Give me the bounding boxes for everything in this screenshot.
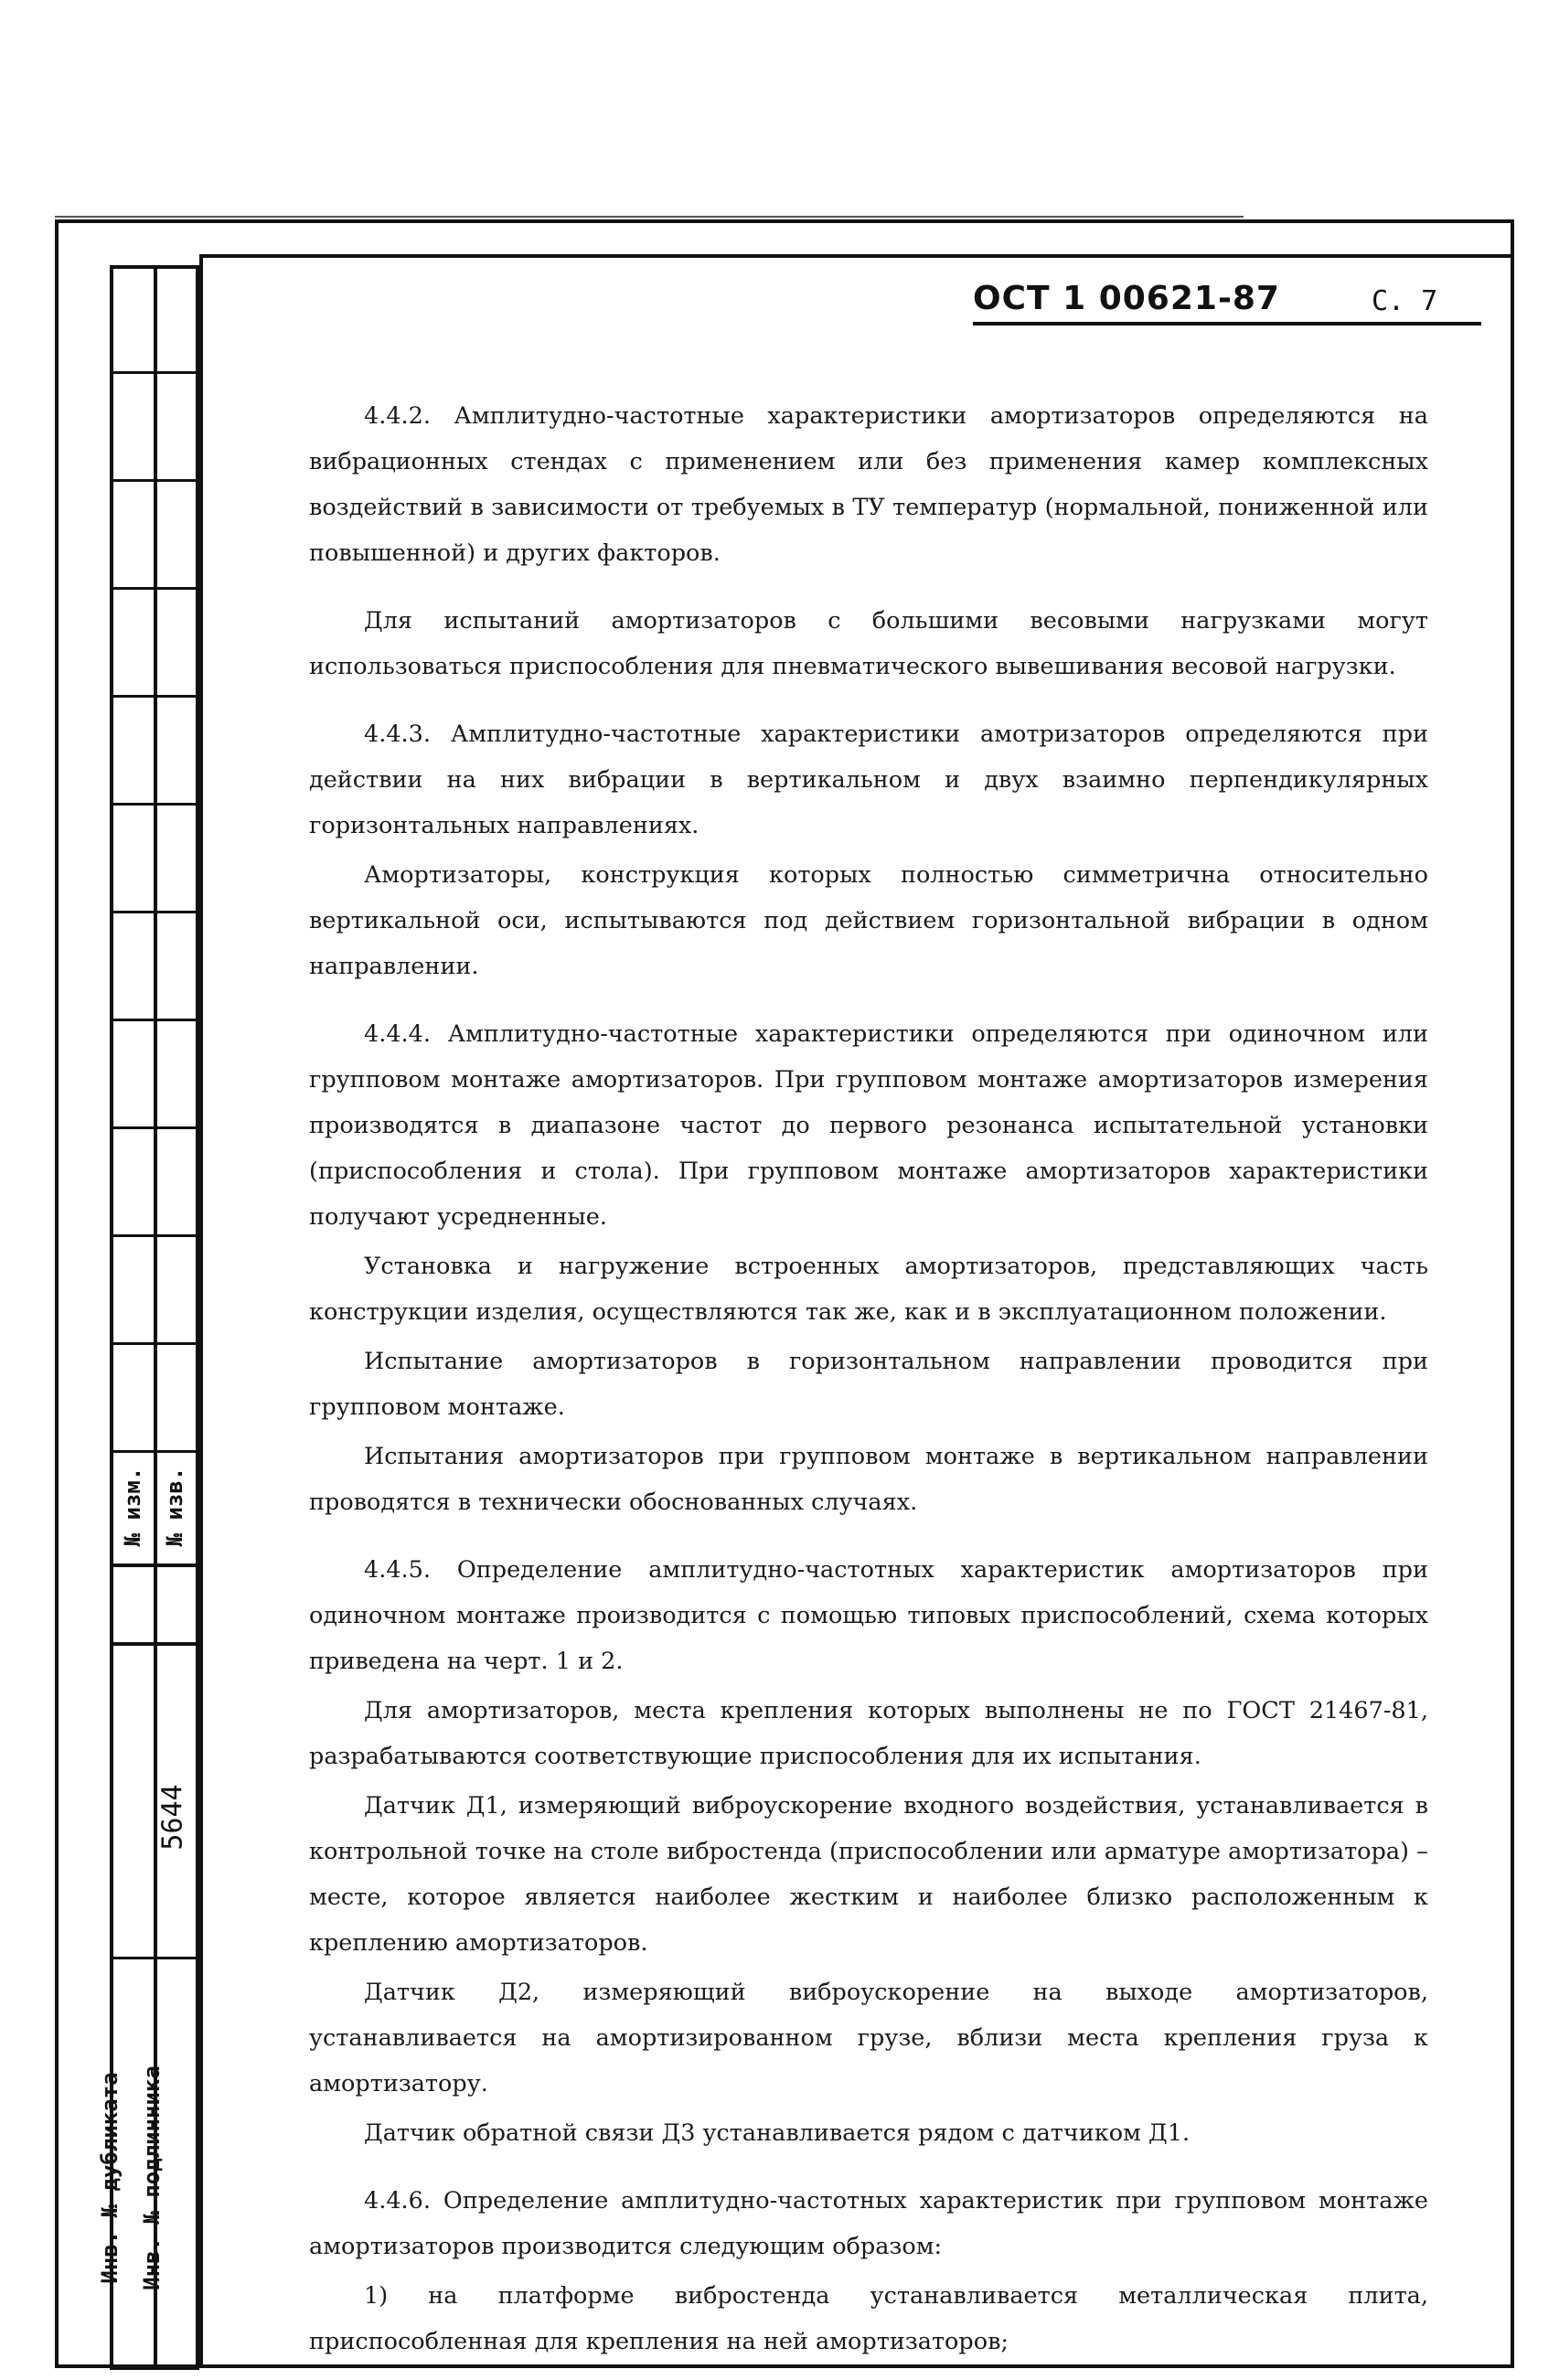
paragraph: Испытания амортизаторов при групповом монтаже в вертикальном направлении проводятся в технически обоснованных случаях.	[309, 1443, 1428, 1516]
paragraph: Испытание амортизаторов в горизонтальном направлении проводится при групповом монтаже.	[309, 1348, 1428, 1421]
duplicate-inventory-label: Инв. № дубликата	[97, 2072, 123, 2284]
paragraph: Установка и нагружение встроенных амортизаторов, представляющих часть конструкции изделия, осуществляются так же, как и в эксплуатационном положении.	[309, 1253, 1428, 1326]
header-underline	[973, 322, 1481, 326]
paragraph-4-4-6: 4.4.6. Определение амплитудно-частотных характеристик при групповом монтаже амортизаторов производится следующим образом:	[309, 2187, 1428, 2260]
strip-divider	[110, 695, 199, 698]
document-body	[309, 393, 1428, 2368]
strip-column-line	[154, 265, 157, 2369]
strip-divider	[110, 371, 199, 374]
strip-divider	[110, 1234, 199, 1237]
paragraph: Датчик обратной связи Д3 устанавливается рядом с датчиком Д1.	[364, 2119, 1191, 2147]
paragraph: Для амортизаторов, места крепления которых выполнены не по ГОСТ 21467-81, разрабатываются соответствующие приспособления для их испытания.	[309, 1697, 1428, 1770]
strip-divider	[110, 2366, 199, 2370]
paragraph: Для испытаний амортизаторов с большими весовыми нагрузками могут использоваться приспособления для пневматического вывешивания весовой нагрузки.	[309, 607, 1428, 680]
strip-divider	[110, 1450, 199, 1453]
strip-divider	[110, 911, 199, 913]
document-code: ОСТ 1 00621-87	[973, 280, 1280, 317]
strip-divider	[110, 1342, 199, 1345]
paragraph-4-4-5: 4.4.5. Определение амплитудно-частотных характеристик амортизаторов при одиночном монтаже производится с помощью типовых приспособлений, схема которых приведена на черт. 1 и 2.	[309, 1556, 1428, 1675]
strip-divider	[110, 803, 199, 806]
page-number: С. 7	[1372, 285, 1438, 317]
strip-divider	[110, 1957, 199, 1959]
change-no-label: № изм.	[120, 1467, 145, 1547]
notice-no-label: № изв.	[162, 1467, 187, 1547]
paragraph: Амортизаторы, конструкция которых полностью симметрична относительно вертикальной оси, испытываются под действием горизонтальной вибрации в одном направлении.	[309, 861, 1428, 980]
original-inventory-label: Инв. № подлинника	[139, 2065, 165, 2290]
list-item: 1) на платформе вибростенда устанавливается металлическая плита, приспособленная для крепления на ней амортизаторов;	[309, 2282, 1428, 2355]
strip-divider	[110, 1642, 199, 1646]
strip-divider	[110, 479, 199, 482]
strip-divider	[110, 265, 199, 269]
paragraph-4-4-3: 4.4.3. Амплитудно-частотные характеристики амотризаторов определяются при действии на них вибрации в вертикальном и двух взаимно перпендикулярных горизонтальных направлениях.	[309, 720, 1428, 839]
paragraph: Датчик Д2, измеряющий виброускорение на выходе амортизаторов, устанавливается на амортизированном грузе, вблизи места крепления груза к амортизатору.	[309, 1979, 1428, 2097]
paragraph-4-4-4: 4.4.4. Амплитудно-частотные характеристики определяются при одиночном или групповом монтаже амортизаторов. При групповом монтаже амортизаторов измерения производятся в диапазоне частот до первого резонанса испытательной установки (приспособления и стола). При групповом монтаже амортизаторов характеристики получают усредненные.	[309, 1020, 1428, 1231]
strip-divider	[110, 1019, 199, 1021]
strip-divider	[110, 1126, 199, 1129]
top-rule	[55, 216, 1244, 218]
strip-column-line	[110, 265, 113, 2369]
original-inventory-number: 5644	[156, 1784, 189, 1851]
paragraph-4-4-2: 4.4.2. Амплитудно-частотные характеристики амортизаторов определяются на вибрационных стендах с применением или без применения камер комплексных воздействий в зависимости от требуемых в ТУ температур (нормальной, пониженной или повышенной) и других факторов.	[309, 402, 1428, 567]
strip-divider	[110, 1564, 199, 1567]
paragraph: Датчик Д1, измеряющий виброускорение входного воздействия, устанавливается в контрольной точке на столе вибростенда (приспособлении или арматуре амортизатора) – месте, которое является наиболее жестким и наиболее близко расположенным к креплению амортизаторов.	[309, 1792, 1428, 1957]
strip-divider	[110, 587, 199, 590]
